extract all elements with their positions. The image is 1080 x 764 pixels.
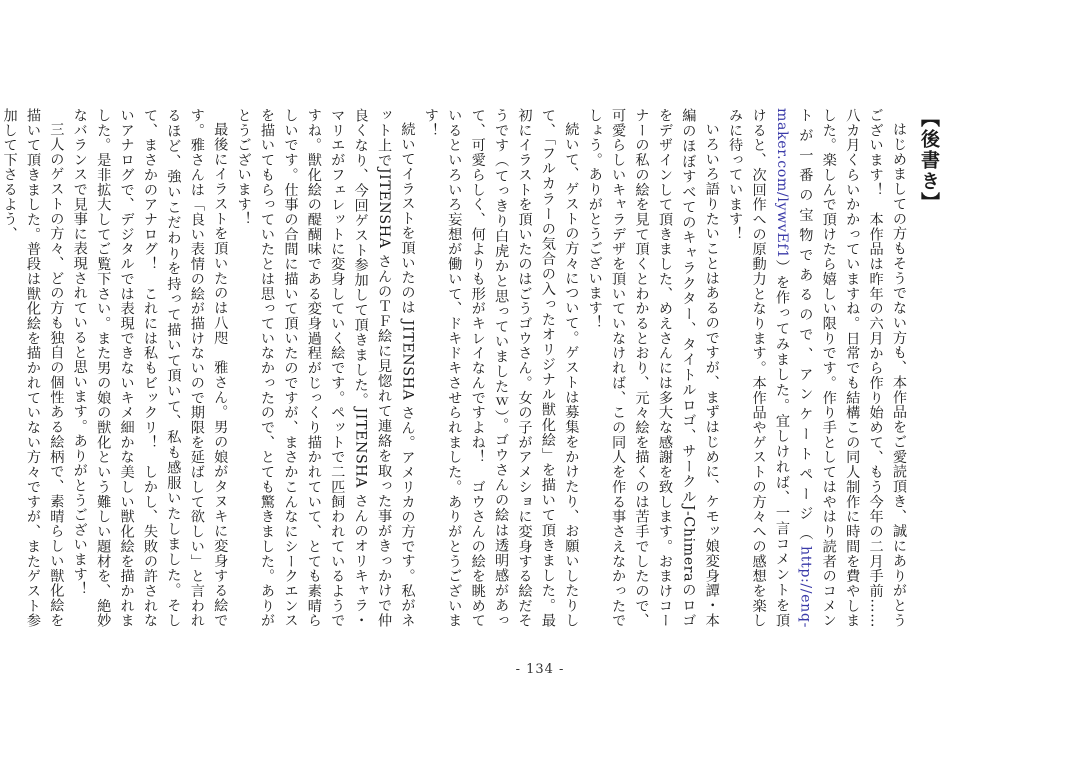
afterword-body bbox=[1, 108, 942, 628]
paragraph-text: 最後にイラストを頂いたのは八咫 雅さん。男の娘がタヌキに変身する絵です。雅さんは「良い表情の絵が描けないので期限を延ばして欲しい」と言われるほど、強いこだわりを持って描いて頂いて、私も感服いたしました。そして、まさかのアナログ！ これには私もビックリ！ しかし、失敗の許されないアナログで、デジタルでは表現できないキメ細かな美しい獣化絵を描かれました。是非拡大してご覧下さい。また男の娘の獣化という難しい題材を、絶妙なバランスで見事に表現されていると思います。ありがとうございます！ bbox=[71, 108, 229, 628]
paragraph-text: ）を作ってみました。宜しければ、一言コメントを頂けると、次回作への原動力となります。本作品やゲストの方々への感想を楽しみに待っています！ bbox=[727, 108, 790, 628]
paragraph bbox=[67, 108, 231, 628]
paragraph bbox=[582, 108, 722, 628]
paragraph-text: はじめましての方もそうでない方も、本作品をご愛読頂き、誠にありがとうございます！ 本作品は昨年の六月から作り始めて、もう今年の二月手前……八カ月くらいかかっていますね。日常でも結構この同人制作に時間を費やしました。楽しんで頂けたら嬉しい限りです。作り手としてはやはり読者のコメントが一番の宝物であるので、アンケートページ（ bbox=[797, 108, 907, 628]
paragraph-text: いろいろ語りたいことはあるのですが、まずはじめに、ケモッ娘変身譚・本編のほぼすべてのキャラクター、タイトルロゴ、サークルJ-Chimeraのロゴをデザインして頂きました、めえさんには多大な感謝を致します。おまけコーナーの私の絵を見て頂くとわかるとおり、元々絵を描くのは苦手でしたので、可愛らしいキャラデザを頂いていなければ、この同人を作る事さえなかったでしょう。ありがとうございます！ bbox=[586, 108, 720, 628]
paragraph bbox=[231, 108, 418, 628]
page-title: 【後書き】 bbox=[918, 108, 940, 213]
paragraph-text: 三人のゲストの方々、どの方も独自の個性ある絵柄で、素晴らしい獣化絵を描いて頂きました。普段は獣化絵を描かれていない方々ですが、またゲスト参加して下さるよう、 bbox=[1, 108, 65, 628]
page-number: - 134 - bbox=[515, 662, 565, 677]
survey-link[interactable]: http://enq-maker.com/lywvEf1 bbox=[773, 108, 814, 628]
paragraph bbox=[0, 108, 67, 628]
paragraph-text: 続いてイラストを頂いたのは JITENSHA さん。アメリカの方です。私がネット上でJITENSHA さんのＴＦ絵に見惚れて連絡を取った事がきっかけで仲良くなり、今回ゲスト参加して頂きました。JITENSHA さんのオリキャラ・マリエがフェレットに変身していく絵です。ペットで二匹飼われているようですね。獣化絵の醍醐味である変身過程がじっくり描かれていて、とても素晴らしいです。仕事の合間に描いて頂いたのですが、まさかこんなにシークエンスを描いてもらっていたとは思っていなかったので、とても驚きました。ありがとうございます！ bbox=[235, 108, 416, 628]
paragraph bbox=[723, 108, 910, 628]
paragraph-text: 続いて、ゲストの方々について。ゲストは募集をかけたり、お願いしたりして、「フルカラーの気合の入ったオリジナル獣化絵」を描いて頂きました。最初にイラストを頂いたのはごうゴウさん。女の子がアメショに変身する絵だそうです（てっきり白虎かと思っていましたｗ）。ゴウさんの絵は透明感があって、可愛らしく、何よりも形がキレイなんですよね！ ゴウさんの絵を眺めているといろいろ妄想が働いて、ドキドキさせられました。ありがとうございます！ bbox=[422, 108, 580, 628]
paragraph bbox=[418, 108, 582, 628]
